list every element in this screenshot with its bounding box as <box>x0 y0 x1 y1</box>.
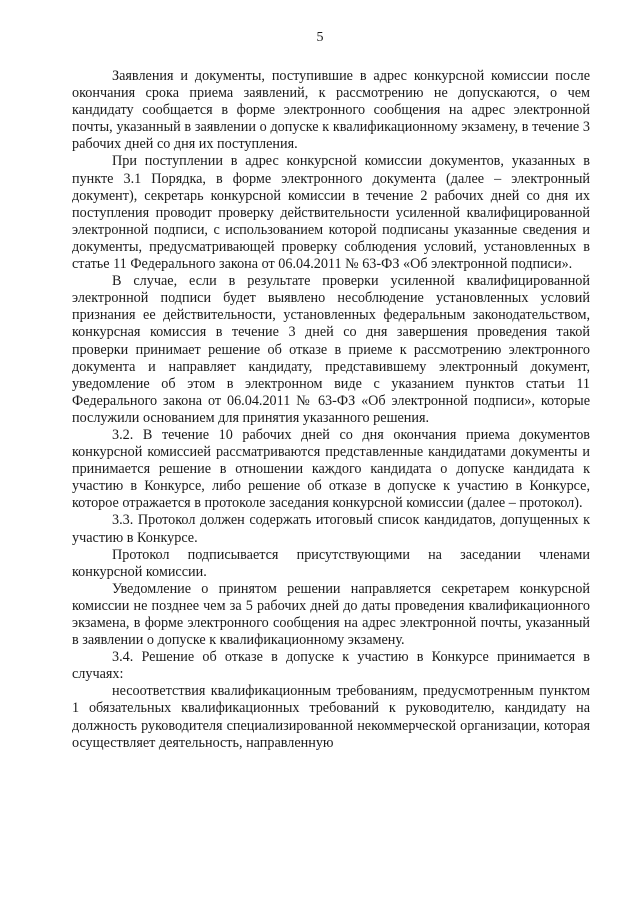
document-body <box>72 68 590 752</box>
paragraph-signature-invalid: В случае, если в результате проверки усиленной квалифицированной электронной подписи будет выявлено несоблюдение установленных условий признания ее действительности, установленных федеральным законодательством, конкурсная комиссия в течение 3 дней со дня завершения проведения такой проверки принимает решение об отказе в приеме к рассмотрению электронного документа и направляет кандидату, представившему электронный документ, уведомление об этом в электронном виде с указанием пунктов статьи 11 Федерального закона от 06.04.2011 № 63-ФЗ «Об электронной подписи», которые послужили основанием для принятия указанного решения. <box>72 273 590 426</box>
paragraph-section-3-4: 3.4. Решение об отказе в допуске к участию в Конкурсе принимается в случаях: <box>72 649 590 683</box>
paragraph-section-3-2: 3.2. В течение 10 рабочих дней со дня окончания приема документов конкурсной комиссией рассматриваются представленные кандидатами документы и принимается решение в отношении каждого кандидата о допуске кандидата к участию в Конкурсе, либо решение об отказе в допуске к участию в Конкурсе, которое отражается в протоколе заседания конкурсной комиссии (далее – протокол). <box>72 426 590 512</box>
paragraph-protocol-signing: Протокол подписывается присутствующими на заседании членами конкурсной комиссии. <box>72 546 590 580</box>
paragraph-notification: Уведомление о принятом решении направляется секретарем конкурсной комиссии не позднее чем за 5 рабочих дней до даты проведения квалификационного экзамена, в форме электронного сообщения на адрес электронной почты, указанный в заявлении о допуске к квалификационному экзамену. <box>72 580 590 649</box>
paragraph-section-3-3: 3.3. Протокол должен содержать итоговый список кандидатов, допущенных к участию в Конкурсе. <box>72 512 590 546</box>
paragraph-late-applications: Заявления и документы, поступившие в адрес конкурсной комиссии после окончания срока приема заявлений, к рассмотрению не допускаются, о чем кандидату сообщается в форме электронного сообщения на адрес электронной почты, указанный в заявлении о допуске к квалификационному экзамену, в течение 3 рабочих дней со дня их поступления. <box>72 68 590 153</box>
paragraph-noncompliance: несоответствия квалификационным требованиям, предусмотренным пунктом 1 обязательных квалификационных требований к руководителю, кандидату на должность руководителя специализированной некоммерческой организации, которая осуществляет деятельность, направленную <box>72 683 590 751</box>
page-number: 5 <box>316 30 324 45</box>
paragraph-signature-verification: При поступлении в адрес конкурсной комиссии документов, указанных в пункте 3.1 Порядка, в форме электронного документа (далее – электронный документ), секретарь конкурсной комиссии в течение 2 рабочих дней со дня их поступления проводит проверку действительности усиленной квалифицированной электронной подписи, с использованием которой подписаны указанные сведения и документы, предусматривающей проверку соблюдения условий, установленных в статье 11 Федерального закона от 06.04.2011 № 63-ФЗ «Об электронной подписи». <box>72 153 590 273</box>
